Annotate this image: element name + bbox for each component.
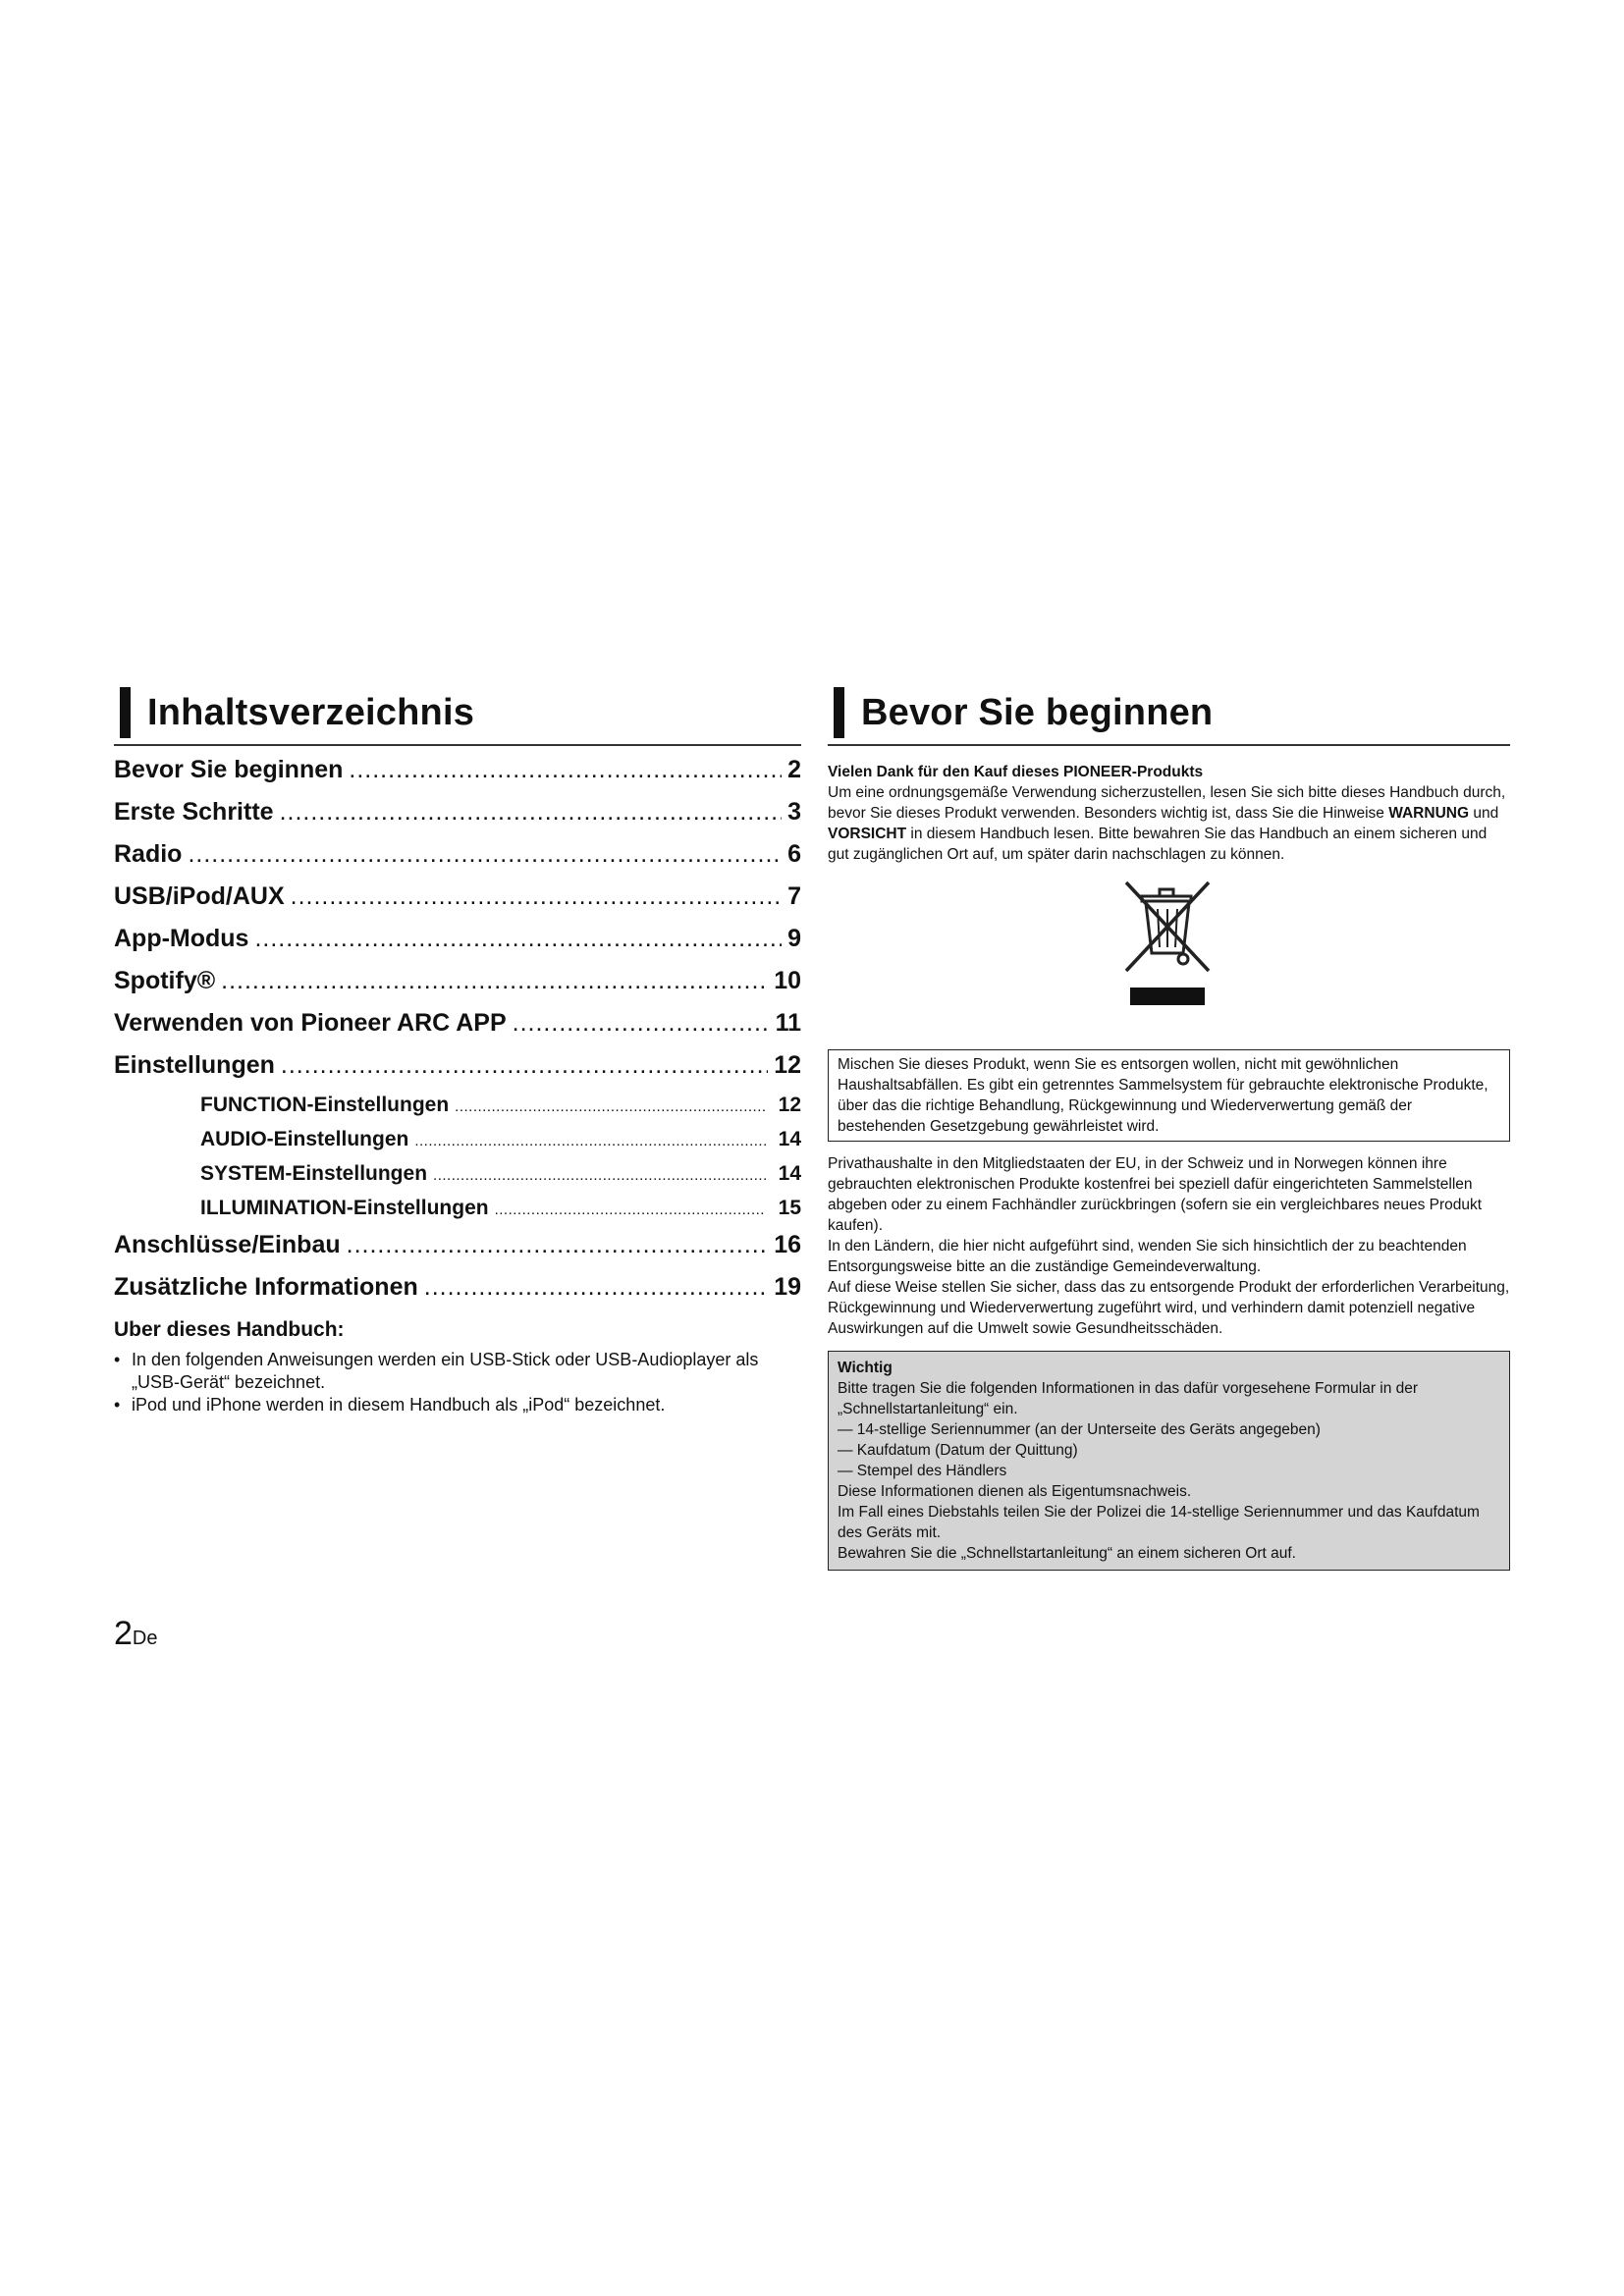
intro-part: Um eine ordnungsgemäße Verwendung sicherzustellen, lesen Sie sich bitte dieses Handbuch durch, bevor Sie dieses Produkt verwenden. Besonders wichtig ist, dass Sie die Hinweise: [828, 784, 1506, 822]
toc-entry-page: 2: [787, 756, 801, 783]
thanks-line: Vielen Dank für den Kauf dieses PIONEER-Produkts: [828, 764, 1204, 780]
toc-entry-zusaetzliche[interactable]: [114, 1273, 801, 1315]
intro-part: in diesem Handbuch lesen. Bitte bewahren Sie das Handbuch an einem sicheren und gut zugänglichen Ort auf, um später darin nachschlagen zu können.: [828, 826, 1488, 863]
toc-entry-label: Einstellungen: [114, 1051, 275, 1079]
toc-entry-page: 16: [774, 1231, 801, 1258]
important-line: Diese Informationen dienen als Eigentumsnachweis.: [838, 1483, 1192, 1500]
important-line: Bewahren Sie die „Schnellstartanleitung“ an einem sicheren Ort auf.: [838, 1545, 1296, 1562]
important-title: Wichtig: [838, 1360, 893, 1376]
disposal-line: Privathaushalte in den Mitgliedstaaten der EU, in der Schweiz und in Norwegen können ihre gebrauchten elektronischen Produkte kostenfrei bei speziell dafür eingerichteten Sammelstellen abgeben oder zu einem Fachhändler zurückbringen (sofern sie ein vergleichbares neues Produkt kaufen).: [828, 1155, 1483, 1234]
toc-subentry-audio[interactable]: [114, 1128, 801, 1162]
before-title: Bevor Sie beginnen: [861, 692, 1214, 733]
important-line: Im Fall eines Diebstahls teilen Sie der Polizei die 14-stellige Seriennummer und das Kaufdatum des Geräts mit.: [838, 1504, 1480, 1541]
toc-entry-label: Verwenden von Pioneer ARC APP: [114, 1009, 507, 1037]
toc-entry-page: 6: [787, 840, 801, 868]
toc-subentry-page: 14: [778, 1128, 801, 1150]
page-number: [114, 1615, 158, 1653]
toc-subentry-illumination[interactable]: [114, 1197, 801, 1231]
toc-entry-page: 19: [774, 1273, 801, 1301]
toc-list: [114, 756, 801, 1315]
toc-entry-erste-schritte[interactable]: [114, 798, 801, 840]
warning-keyword: WARNUNG: [1388, 805, 1470, 822]
disposal-line: In den Ländern, die hier nicht aufgeführt sind, wenden Sie sich hinsichtlich der zu beachtenden Entsorgungsweise bitte an die zuständige Gemeindeverwaltung.: [828, 1238, 1467, 1275]
crossed-bin-icon: [1118, 877, 1217, 1024]
toc-entry-page: 11: [775, 1009, 801, 1037]
toc-entry-spotify[interactable]: [114, 967, 801, 1009]
leader-dots: [291, 882, 782, 911]
disposal-notice-box: Mischen Sie dieses Produkt, wenn Sie es entsorgen wollen, nicht mit gewöhnlichen Haushaltsabfällen. Es gibt ein getrenntes Sammelsystem für gebrauchte elektronische Produkte, über das die richtige Behandlung, Rückgewinnung und Wiederverwertung gemäß der bestehenden Gesetzgebung gewährleistet wird.: [828, 1049, 1510, 1142]
disposal-line: Auf diese Weise stellen Sie sicher, dass das zu entsorgende Produkt der erforderlichen Verarbeitung, Rückgewinnung und Wiederverwertung zugeführt wird, und verhindern damit potenziell negative Auswirkungen auf die Umwelt sowie Gesundheitsschäden.: [828, 1279, 1510, 1337]
leader-dots: [221, 967, 768, 995]
toc-subentry-page: 14: [778, 1162, 801, 1185]
toc-entry-label: Bevor Sie beginnen: [114, 756, 344, 783]
heading-bar: [834, 687, 844, 738]
about-bullet: • iPod und iPhone werden in diesem Handbuch als „iPod“ bezeichnet.: [114, 1394, 801, 1416]
toc-subentry-page: 12: [778, 1094, 801, 1116]
intro-text: [828, 762, 1510, 865]
toc-subentry-label: ILLUMINATION-Einstellungen: [200, 1197, 489, 1219]
toc-subentry-label: AUDIO-Einstellungen: [200, 1128, 409, 1150]
about-heading: Uber dieses Handbuch:: [114, 1318, 345, 1341]
toc-entry-page: 7: [787, 882, 801, 910]
toc-entry-bevor[interactable]: [114, 756, 801, 798]
language-code: De: [132, 1628, 158, 1649]
leader-dots: [513, 1009, 770, 1038]
about-manual: [114, 1315, 801, 1416]
intro-paragraph: [828, 782, 1510, 865]
weee-symbol: [828, 877, 1510, 1024]
before-column: [828, 687, 1510, 1571]
leader-dots: [424, 1273, 768, 1302]
heading-bar: [120, 687, 131, 738]
leader-dots: [495, 1201, 766, 1218]
toc-entry-label: USB/iPod/AUX: [114, 882, 285, 910]
toc-entry-label: Radio: [114, 840, 183, 868]
leader-dots: [414, 1133, 766, 1149]
important-line: — 14-stellige Seriennummer (an der Unterseite des Geräts angegeben): [838, 1421, 1321, 1438]
important-line: — Stempel des Händlers: [838, 1463, 1007, 1479]
toc-subentry-label: SYSTEM-Einstellungen: [200, 1162, 428, 1185]
important-line: — Kaufdatum (Datum der Quittung): [838, 1442, 1078, 1459]
toc-entry-arc-app[interactable]: [114, 1009, 801, 1051]
toc-entry-page: 12: [774, 1051, 801, 1079]
toc-entry-app-modus[interactable]: [114, 925, 801, 967]
toc-entry-label: Erste Schritte: [114, 798, 274, 826]
leader-dots: [433, 1167, 766, 1184]
toc-entry-label: Zusätzliche Informationen: [114, 1273, 418, 1301]
toc-entry-page: 3: [787, 798, 801, 826]
toc-entry-einstellungen[interactable]: [114, 1051, 801, 1094]
leader-dots: [347, 1231, 769, 1259]
toc-entry-radio[interactable]: [114, 840, 801, 882]
leader-dots: [281, 1051, 768, 1080]
toc-title: Inhaltsverzeichnis: [147, 692, 475, 733]
before-header: [828, 687, 1510, 746]
toc-entry-page: 9: [787, 925, 801, 952]
toc-entry-usb[interactable]: [114, 882, 801, 925]
toc-subentry-label: FUNCTION-Einstellungen: [200, 1094, 450, 1116]
leader-dots: [188, 840, 782, 869]
toc-column: [114, 687, 801, 1416]
toc-entry-label: Anschlüsse/Einbau: [114, 1231, 341, 1258]
intro-part: und: [1469, 805, 1499, 822]
toc-header: [114, 687, 801, 746]
caution-keyword: VORSICHT: [828, 826, 907, 842]
toc-subentry-function[interactable]: [114, 1094, 801, 1128]
toc-subentry-page: 15: [778, 1197, 801, 1219]
important-line: Bitte tragen Sie die folgenden Informationen in das dafür vorgesehene Formular in der „Schnellstartanleitung“ ein.: [838, 1380, 1419, 1417]
leader-dots: [349, 756, 782, 784]
toc-entry-page: 10: [774, 967, 801, 994]
important-box: [828, 1351, 1510, 1571]
about-bullets: [114, 1349, 801, 1416]
leader-dots: [455, 1098, 766, 1115]
page-number-value: 2: [114, 1615, 133, 1652]
toc-entry-label: Spotify®: [114, 967, 216, 994]
about-bullet: • In den folgenden Anweisungen werden ein USB-Stick oder USB-Audioplayer als „USB-Gerät“ bezeichnet.: [114, 1349, 801, 1394]
leader-dots: [280, 798, 783, 827]
leader-dots: [254, 925, 782, 953]
disposal-paragraph: [828, 1153, 1510, 1339]
toc-entry-label: App-Modus: [114, 925, 249, 952]
toc-subentry-system[interactable]: [114, 1162, 801, 1197]
toc-entry-anschluesse[interactable]: [114, 1231, 801, 1273]
